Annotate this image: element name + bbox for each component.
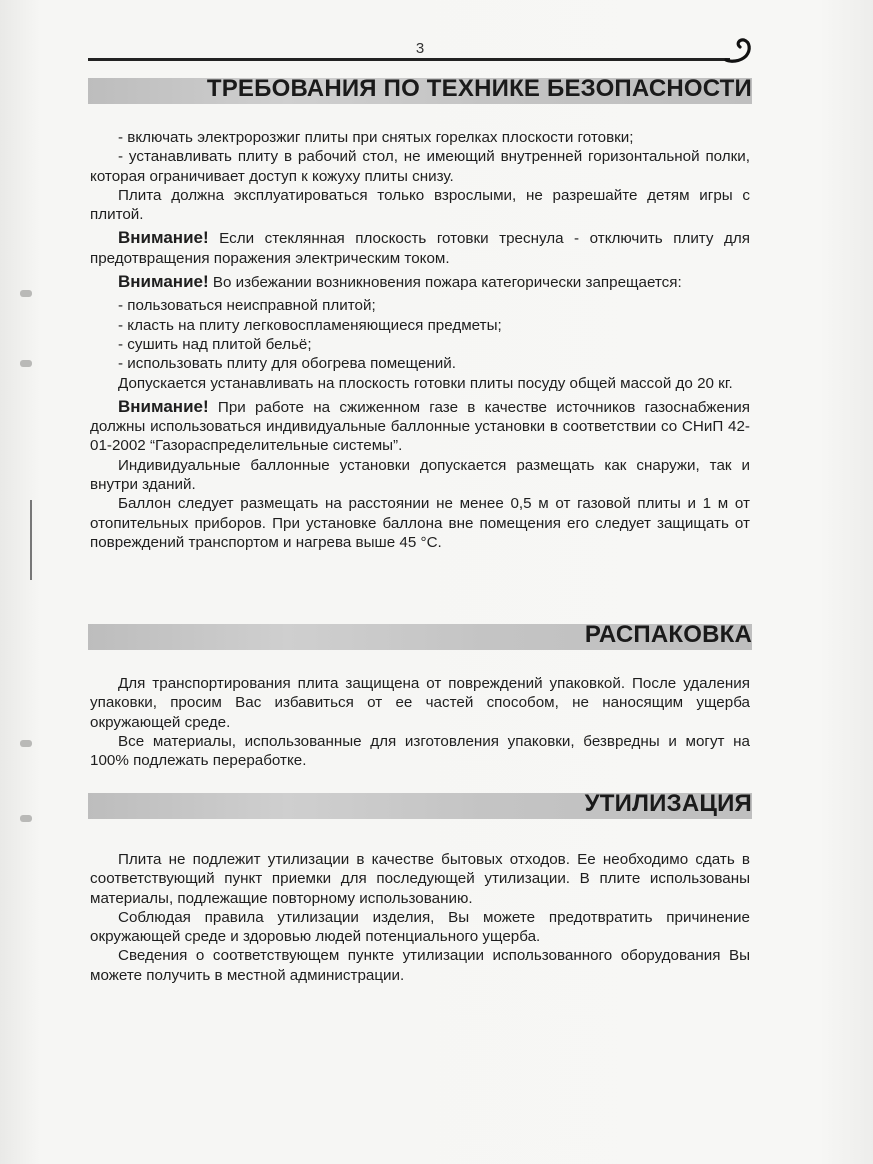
margin-mark xyxy=(30,500,32,580)
section-header-disposal xyxy=(88,790,752,819)
paragraph: Все материалы, использованные для изготовления упаковки, безвредны и могут на 100% подлежать переработке. xyxy=(90,732,750,770)
warning-paragraph xyxy=(90,397,750,456)
binding-hole-mark xyxy=(20,815,32,822)
paragraph: Плита должна эксплуатироваться только взрослыми, не разрешайте детям игры с плитой. xyxy=(90,186,750,224)
paragraph: Допускается устанавливать на плоскость готовки плиты посуду общей массой до 20 кг. xyxy=(118,374,733,392)
unpacking-text xyxy=(90,674,750,770)
warning-paragraph xyxy=(90,272,750,292)
warning-label: Внимание! xyxy=(118,272,209,292)
paragraph: - устанавливать плиту в рабочий стол, не имеющий внутренней горизонтальной полки, которая ограничивает доступ к кожуху плиты снизу. xyxy=(90,148,750,185)
binding-hole-mark xyxy=(20,740,32,747)
warning-paragraph xyxy=(90,228,750,268)
warning-label: Внимание! xyxy=(118,396,209,416)
disposal-text xyxy=(90,850,750,985)
list-item: - сушить над плитой бельё; xyxy=(118,335,312,353)
binding-hole-mark xyxy=(20,290,32,297)
warning-label: Внимание! xyxy=(118,228,209,248)
warning-text: Если стеклянная плоскость готовки треснула - отключить плиту для предотвращения поражения электрическим током. xyxy=(90,230,750,267)
list-item: - класть на плиту легковоспламеняющиеся предметы; xyxy=(118,316,502,334)
paragraph: Для транспортирования плита защищена от повреждений упаковкой. После удаления упаковки, просим Вас избавиться от ее частей способом, не наносящим ущерба окружающей среде. xyxy=(90,675,750,731)
paragraph: Индивидуальные баллонные установки допускается размещать как снаружи, так и внутри зданий. xyxy=(90,456,750,494)
paragraph: Сведения о соответствующем пункте утилизации использованного оборудования Вы можете получить в местной администрации. xyxy=(90,947,750,984)
section-title-disposal: УТИЛИЗАЦИЯ xyxy=(584,790,752,817)
section-title-safety: ТРЕБОВАНИЯ ПО ТЕХНИКЕ БЕЗОПАСНОСТИ xyxy=(206,75,752,102)
section-title-unpacking: РАСПАКОВКА xyxy=(584,621,752,648)
list-item: - пользоваться неисправной плитой; xyxy=(118,297,376,315)
paragraph: Баллон следует размещать на расстоянии не менее 0,5 м от газовой плиты и 1 м от отопительных приборов. При установке баллона вне помещения его следует защищать от повреждений транспортом и нагрева выше 45 °С. xyxy=(90,495,750,551)
safety-text xyxy=(90,128,750,552)
paragraph: - включать электророзжиг плиты при снятых горелках плоскости готовки; xyxy=(118,129,634,146)
section-header-unpacking xyxy=(88,621,752,650)
list-item: - использовать плиту для обогрева помещений. xyxy=(118,355,456,373)
warning-text: При работе на сжиженном газе в качестве источников газоснабжения должны использоваться индивидуальные баллонные установки в соответствии со СНиП 42-01-2002 “Газораспределительные системы”. xyxy=(90,398,750,455)
corner-curl-icon xyxy=(722,34,756,68)
paragraph: Плита не подлежит утилизации в качестве бытовых отходов. Ее необходимо сдать в соответствующий пункт приемки для последующей утилизации. В плите использованы материалы, подлежащие повторному использованию. xyxy=(90,851,750,907)
paragraph: Соблюдая правила утилизации изделия, Вы можете предотвратить причинение окружающей среде и здоровью людей потенциального ущерба. xyxy=(90,908,750,946)
section-header-safety xyxy=(88,75,752,104)
binding-hole-mark xyxy=(20,360,32,367)
warning-text: Во избежании возникновения пожара категорически запрещается: xyxy=(208,274,682,292)
header-rule xyxy=(88,58,730,61)
page-number: 3 xyxy=(415,40,425,57)
